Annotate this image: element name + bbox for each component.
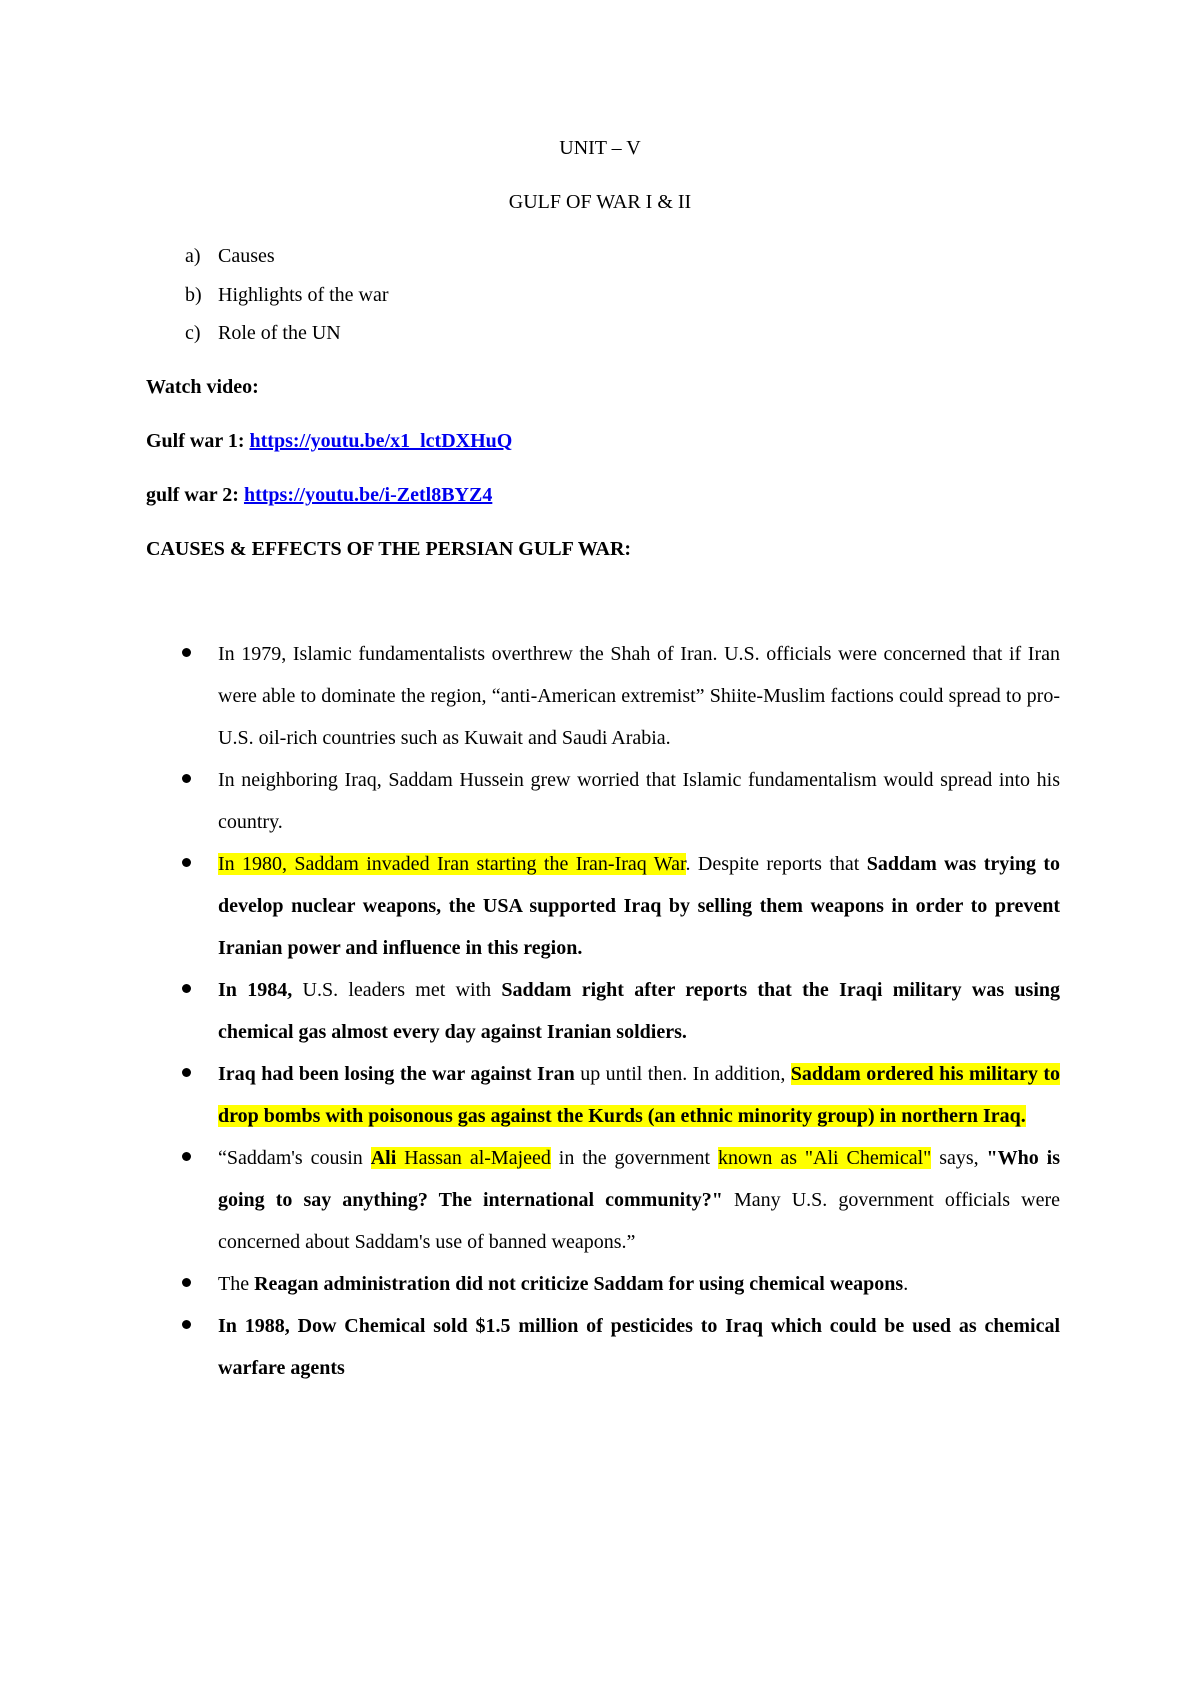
- topic-item-highlights: [185, 283, 389, 307]
- bullet-item: [218, 1053, 1060, 1137]
- bullet-icon: [182, 984, 191, 993]
- gulf-war-1-line: [146, 429, 512, 453]
- bullet-text: .: [903, 1273, 909, 1295]
- bold-text: Saddam right after reports that the Iraqi military was using chemical gas almost every day against Iranian soldiers.: [218, 979, 1060, 1043]
- bold-quote: "Who is going to say anything? The international community?": [218, 1147, 1060, 1211]
- bullet-item: [218, 1305, 1060, 1389]
- bold-text: Saddam was trying to develop nuclear weapons, the USA supported Iraq by selling them weapons in order to prevent Iranian power and influence in this region.: [218, 853, 1060, 959]
- bullet-icon: [182, 858, 191, 867]
- topic-label: Role of the UN: [218, 322, 341, 344]
- watch-video-heading: Watch video:: [146, 376, 259, 398]
- section-heading: CAUSES & EFFECTS OF THE PERSIAN GULF WAR:: [146, 538, 632, 560]
- bullet-text: The: [218, 1273, 255, 1295]
- bullet-text: says,: [931, 1147, 987, 1169]
- topic-marker: c): [185, 322, 201, 344]
- bullet-icon: [182, 1278, 191, 1287]
- bullet-text: In 1979, Islamic fundamentalists overthrew the Shah of Iran. U.S. officials were concerned that if Iran were able to dominate the region, “anti-American extremist” Shiite-Muslim factions could spread to pro-U.S. oil-rich countries such as Kuwait and Saudi Arabia.: [218, 643, 1060, 749]
- bold-text: Reagan administration did not criticize Saddam for using chemical weapons: [254, 1273, 904, 1295]
- highlighted-bold-text: Saddam ordered his military to drop bombs with poisonous gas against the Kurds (an ethnic minority group) in northern Iraq.: [218, 1063, 1061, 1127]
- page-title: GULF OF WAR I & II: [508, 191, 692, 213]
- bullet-icon: [182, 648, 191, 657]
- gulf-war-2-label: gulf war 2:: [146, 484, 244, 506]
- gulf-war-2-link[interactable]: https://youtu.be/i-Zetl8BYZ4: [243, 484, 493, 506]
- bold-text: In 1984,: [218, 979, 293, 1001]
- bullet-text: . Despite reports that: [685, 853, 867, 875]
- bullet-item: [218, 759, 1060, 843]
- highlighted-text: Hassan al-Majeed: [396, 1147, 551, 1169]
- topic-marker: b): [185, 284, 202, 306]
- highlighted-text: In 1980, Saddam invaded Iran starting the Iran-Iraq War: [218, 853, 686, 875]
- highlighted-text: known as "Ali Chemical": [717, 1147, 932, 1169]
- bold-text: Iraq had been losing the war against Iran: [218, 1063, 575, 1085]
- gulf-war-1-link[interactable]: https://youtu.be/x1_lctDXHuQ: [249, 430, 513, 452]
- topic-label: Highlights of the war: [218, 284, 389, 306]
- bullet-icon: [182, 774, 191, 783]
- bullet-item: [218, 633, 1060, 759]
- bullet-text: U.S. leaders met with: [292, 979, 502, 1001]
- gulf-war-2-line: [146, 483, 492, 507]
- topic-item-role-un: [185, 321, 341, 345]
- highlighted-bold-text: Ali: [370, 1147, 397, 1169]
- bullet-icon: [182, 1068, 191, 1077]
- bullet-text: In neighboring Iraq, Saddam Hussein grew worried that Islamic fundamentalism would spread into his country.: [218, 769, 1060, 833]
- unit-heading: UNIT – V: [559, 137, 641, 159]
- bullet-text: “Saddam's cousin: [218, 1147, 371, 1169]
- bold-text: In 1988, Dow Chemical sold $1.5 million of pesticides to Iraq which could be used as chemical warfare agents: [218, 1315, 1060, 1379]
- bullet-text: in the government: [550, 1147, 718, 1169]
- bullet-item: [218, 1263, 1060, 1305]
- topic-label: Causes: [218, 245, 275, 267]
- bullet-icon: [182, 1152, 191, 1161]
- bullet-text: up until then. In addition,: [574, 1063, 791, 1085]
- bullet-list: [0, 633, 1200, 1389]
- topic-item-causes: [185, 244, 275, 268]
- bullet-item: [218, 843, 1060, 969]
- bullet-item: [218, 1137, 1060, 1263]
- bullet-text: Many U.S. government officials were concerned about Saddam's use of banned weapons.”: [218, 1189, 1060, 1253]
- bullet-item: [218, 969, 1060, 1053]
- gulf-war-1-label: Gulf war 1:: [146, 430, 250, 452]
- topic-marker: a): [185, 245, 201, 267]
- bullet-icon: [182, 1320, 191, 1329]
